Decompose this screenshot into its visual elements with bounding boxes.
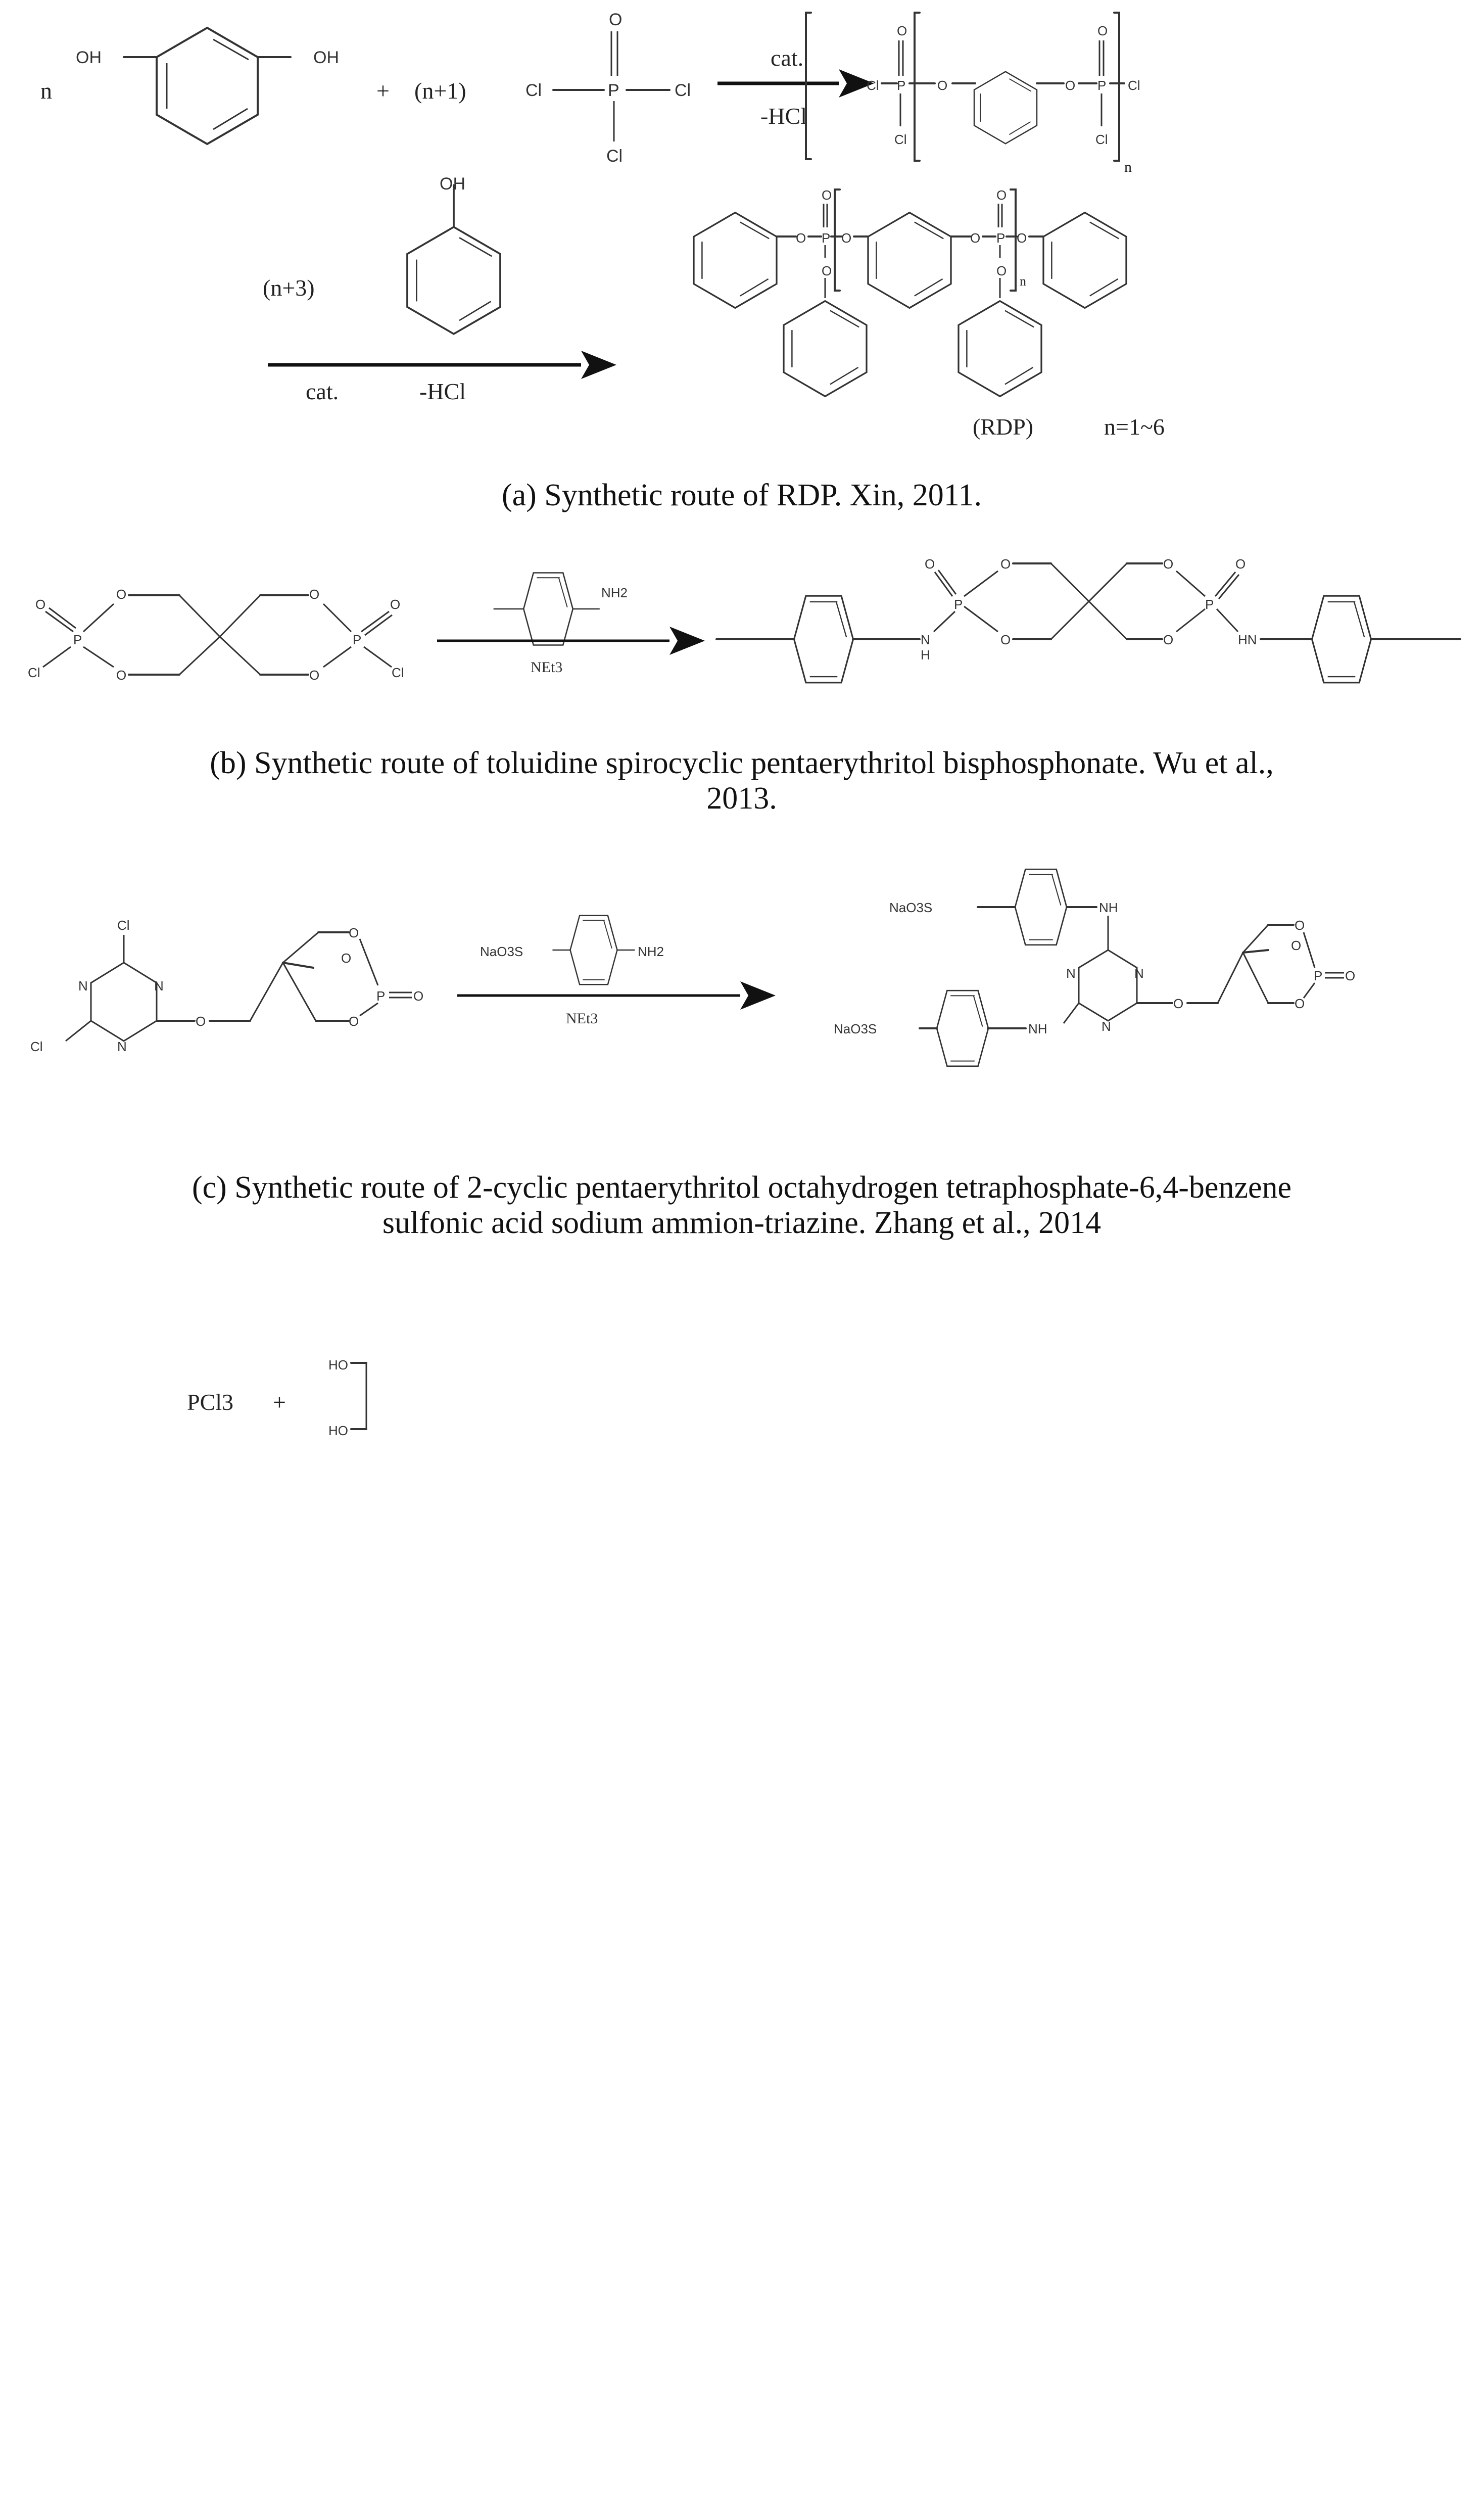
atom-nh: NH	[1028, 1021, 1047, 1036]
atom-o: O	[1295, 918, 1305, 933]
atom-n: N	[921, 632, 930, 647]
atom-o: O	[1163, 632, 1174, 647]
condition-minus-hcl: -HCl	[419, 378, 466, 404]
caption-b-line2: 2013.	[706, 781, 777, 816]
plus-sign: +	[376, 78, 390, 104]
atom-o: O	[925, 556, 935, 572]
caption-b-line1: (b) Synthetic route of toluidine spirocyclic pentaerythritol bisphosphonate. Wu et al.,	[210, 746, 1274, 780]
resorcinol-molecule	[124, 28, 291, 144]
reagent-naso3s: NaO3S	[480, 944, 523, 959]
panel-d	[187, 1357, 366, 1438]
atom-o: O	[390, 597, 401, 612]
atom-o: O	[1000, 556, 1011, 572]
condition-net3: NEt3	[566, 1010, 598, 1027]
atom-o: O	[116, 668, 127, 683]
atom-n: N	[1066, 966, 1076, 981]
atom-p: P	[1097, 78, 1107, 93]
coef-n: n	[40, 78, 52, 104]
atom-n: N	[154, 978, 164, 993]
triazine-product	[834, 869, 1355, 1066]
atom-o: O	[1097, 23, 1108, 38]
atom-cl: Cl	[675, 81, 691, 100]
atom-o: O	[822, 263, 832, 278]
naso3s-label: NaO3S	[889, 900, 933, 915]
atom-p: P	[897, 78, 906, 93]
atom-o: O	[609, 10, 623, 29]
spiro-bisphosphonate-product	[716, 556, 1460, 683]
panel-c	[30, 869, 1355, 1240]
atom-ho: HO	[328, 1423, 348, 1438]
atom-o: O	[196, 1014, 206, 1029]
caption-c-line1: (c) Synthetic route of 2-cyclic pentaerythritol octahydrogen tetraphosphate-6,4-benzene	[192, 1170, 1291, 1205]
atom-cl: Cl	[525, 81, 542, 100]
atom-o: O	[1000, 632, 1011, 647]
atom-cl: Cl	[30, 1039, 43, 1054]
condition-cat: cat.	[771, 45, 804, 71]
atom-cl: Cl	[1095, 132, 1108, 147]
caption-c-line2: sulfonic acid sodium ammion-triazine. Zhang et al., 2014	[382, 1206, 1102, 1240]
atom-h: H	[921, 647, 930, 662]
reaction-arrow-a2	[268, 351, 616, 404]
atom-cl: Cl	[606, 147, 623, 166]
atom-p: P	[996, 230, 1006, 246]
atom-o: O	[349, 925, 359, 940]
atom-cl: Cl	[867, 78, 879, 93]
atom-n: N	[78, 978, 88, 993]
caption-a: (a) Synthetic route of RDP. Xin, 2011.	[502, 478, 982, 512]
atom-p: P	[1205, 597, 1214, 612]
atom-hn: HN	[1238, 632, 1257, 647]
reagent-nh2: NH2	[601, 585, 628, 600]
pocl3-molecule	[525, 10, 691, 166]
atom-o: O	[116, 587, 127, 602]
atom-cl: Cl	[1128, 78, 1140, 93]
coef-n-plus-1: (n+1)	[414, 78, 466, 104]
condition-net3: NEt3	[531, 659, 563, 676]
atom-cl: Cl	[392, 665, 404, 680]
reaction-arrow-c	[457, 981, 776, 1027]
atom-n: N	[117, 1039, 127, 1054]
atom-p: P	[608, 81, 619, 100]
naso3s-label: NaO3S	[834, 1021, 877, 1036]
spiro-dichloride	[28, 587, 404, 683]
n-range-label: n=1~6	[1104, 414, 1165, 440]
atom-o: O	[1235, 556, 1246, 572]
repeat-n: n	[1020, 274, 1026, 289]
reaction-arrow-a1	[717, 45, 874, 129]
atom-p: P	[73, 632, 82, 647]
pcl3-label: PCl3	[187, 1389, 234, 1415]
reagent-nh2: NH2	[638, 944, 664, 959]
atom-ho: HO	[328, 1357, 348, 1372]
repeat-n: n	[1124, 159, 1132, 175]
atom-cl: Cl	[28, 665, 40, 680]
atom-p: P	[376, 988, 386, 1004]
atom-o: O	[341, 951, 352, 966]
atom-p: P	[822, 230, 831, 246]
atom-o: O	[970, 230, 981, 246]
atom-o: O	[1017, 230, 1027, 246]
oh-left: OH	[76, 48, 102, 67]
ethylene-glycol	[328, 1357, 366, 1438]
condition-minus-hcl: -HCl	[760, 103, 807, 129]
atom-p: P	[1314, 968, 1323, 983]
reaction-arrow-b	[437, 627, 705, 676]
atom-p: P	[353, 632, 362, 647]
atom-o: O	[897, 23, 907, 38]
toluidine-reagent	[494, 573, 599, 645]
oh-right: OH	[313, 48, 339, 67]
atom-o: O	[796, 230, 806, 246]
atom-o: O	[309, 587, 320, 602]
atom-o: O	[1065, 78, 1076, 93]
atom-o: O	[996, 187, 1007, 203]
atom-o: O	[996, 263, 1007, 278]
plus-sign: +	[273, 1389, 286, 1415]
atom-o: O	[1173, 996, 1184, 1011]
atom-o: O	[822, 187, 832, 203]
atom-o: O	[841, 230, 852, 246]
atom-n: N	[1102, 1019, 1111, 1034]
atom-o: O	[1345, 968, 1356, 983]
condition-cat: cat.	[306, 378, 339, 404]
phenol-oh: OH	[440, 174, 465, 194]
atom-o: O	[1291, 938, 1302, 953]
atom-o: O	[349, 1014, 359, 1029]
phenol-molecule	[407, 185, 500, 334]
atom-n: N	[1134, 966, 1144, 981]
rdp-label: (RDP)	[973, 414, 1034, 440]
dichlorophosphate-intermediate	[806, 13, 1140, 175]
atom-o: O	[413, 988, 424, 1004]
atom-cl: Cl	[117, 918, 130, 933]
atom-cl: Cl	[894, 132, 907, 147]
panel-b	[28, 556, 1460, 816]
panel-a	[40, 10, 1165, 512]
dichlorotriazine-pepa	[30, 918, 423, 1054]
atom-nh: NH	[1099, 900, 1118, 915]
atom-o: O	[1295, 996, 1305, 1011]
atom-p: P	[954, 597, 963, 612]
atom-o: O	[1163, 556, 1174, 572]
rdp-product	[694, 187, 1165, 440]
atom-o: O	[35, 597, 46, 612]
coef-n-plus-3: (n+3)	[263, 275, 315, 301]
atom-o: O	[309, 668, 320, 683]
atom-o: O	[937, 78, 948, 93]
sulfanilate-reagent	[553, 916, 634, 984]
